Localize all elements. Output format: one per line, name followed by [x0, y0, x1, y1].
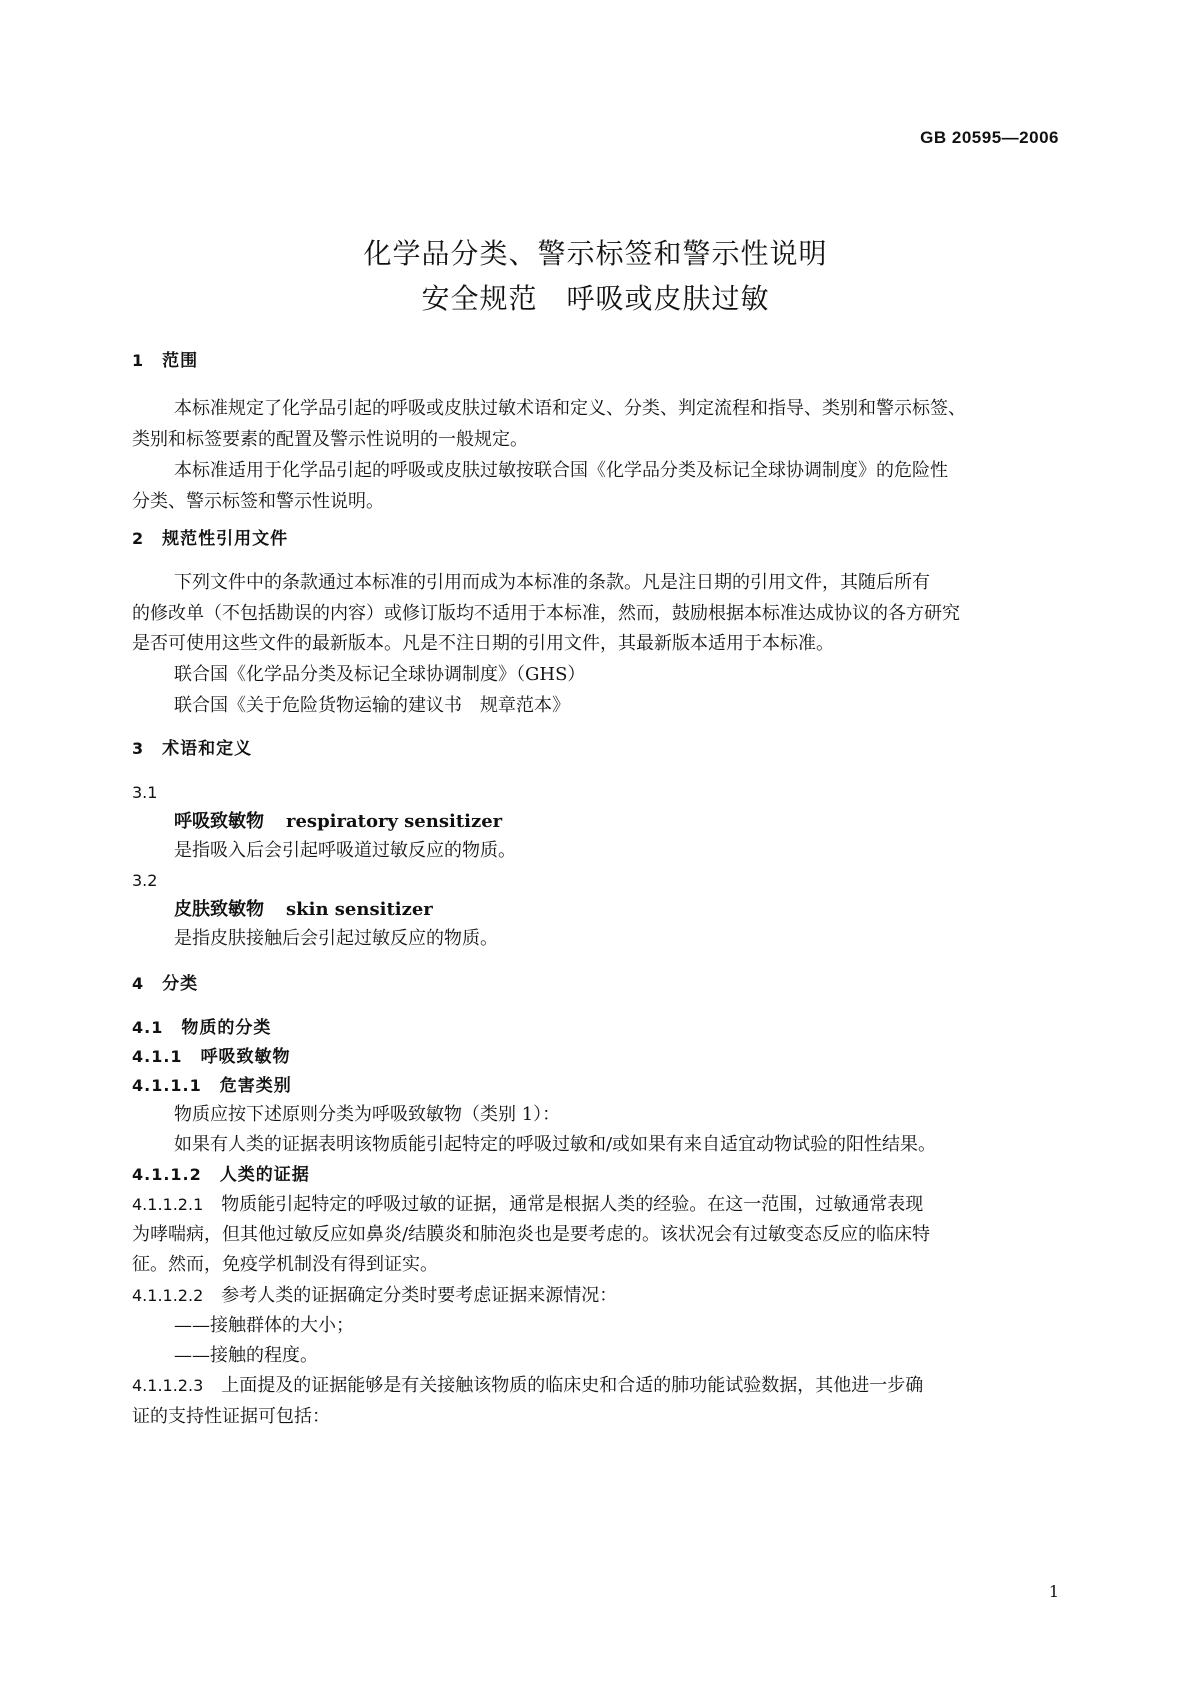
doc-title-line-2: 安全规范 呼吸或皮肤过敏 — [421, 282, 770, 315]
s4111-paragraph-1: 物质应按下述原则分类为呼吸致敏物（类别 1）： — [174, 1104, 561, 1125]
clause-number: 4.1.1.2.1 — [132, 1195, 204, 1214]
section-title: 术语和定义 — [162, 739, 253, 759]
subsection-title: 危害类别 — [219, 1076, 292, 1096]
clause-4-1-1-2-1-line-2: 为哮喘病，但其他过敏反应如鼻炎/结膜炎和肺泡炎也是要考虑的。该状况会有过敏变态反应的临床特 — [132, 1224, 931, 1245]
subsection-4-1-1 — [132, 1041, 1062, 1073]
page-number: 1 — [1048, 1582, 1059, 1601]
clause-4-1-1-2-1-line-1 — [132, 1189, 1062, 1221]
s2-paragraph-line-2: 的修改单（不包括勘误的内容）或修订版均不适用于本标准，然而，鼓励根据本标准达成协议的各方研究 — [132, 603, 960, 624]
clause-4-1-1-2-1-line-3: 征。然而，免疫学机制没有得到证实。 — [132, 1254, 438, 1275]
list-item: ——接触群体的大小； — [174, 1315, 354, 1336]
s1-paragraph-2-line-1: 本标准适用于化学品引起的呼吸或皮肤过敏按联合国《化学品分类及标记全球协调制度》的危险性 — [174, 460, 948, 481]
subsection-number: 4.1.1 — [132, 1047, 183, 1066]
standard-code: GB 20595—2006 — [920, 128, 1059, 147]
term-chinese: 皮肤致敏物 — [174, 899, 264, 920]
term-3-1-number: 3.1 — [132, 783, 158, 802]
term-chinese: 呼吸致敏物 — [174, 811, 264, 832]
clause-text: 物质能引起特定的呼吸过敏的证据，通常是根据人类的经验。在这一范围，过敏通常表现 — [221, 1194, 924, 1215]
subsection-4-1-1-1 — [132, 1070, 1062, 1102]
clause-number: 4.1.1.2.3 — [132, 1376, 204, 1395]
section-title: 范围 — [162, 351, 199, 371]
subsection-number: 4.1 — [132, 1018, 164, 1037]
clause-4-1-1-2-3-line-1 — [132, 1370, 1062, 1402]
clause-number: 4.1.1.2.2 — [132, 1286, 204, 1305]
term-english: skin sensitizer — [286, 899, 433, 920]
clause-4-1-1-2-3-line-2: 证的支持性证据可包括： — [132, 1406, 330, 1427]
s2-paragraph-line-3: 是否可使用这些文件的最新版本。凡是不注日期的引用文件，其最新版本适用于本标准。 — [132, 633, 834, 654]
s1-paragraph-2-line-2: 分类、警示标签和警示性说明。 — [132, 491, 384, 512]
s2-paragraph-line-1: 下列文件中的条款通过本标准的引用而成为本标准的条款。凡是注日期的引用文件，其随后所有 — [174, 572, 930, 593]
term-3-2-definition: 是指皮肤接触后会引起过敏反应的物质。 — [174, 928, 498, 949]
section-number: 4 — [132, 974, 145, 993]
clause-4-1-1-2-2 — [132, 1280, 1062, 1312]
list-item: ——接触的程度。 — [174, 1345, 318, 1366]
subsection-number: 4.1.1.2 — [132, 1165, 202, 1184]
section-4-heading — [132, 968, 1062, 1000]
subsection-4-1 — [132, 1012, 1062, 1044]
subsection-number: 4.1.1.1 — [132, 1076, 202, 1095]
doc-title-line-1: 化学品分类、警示标签和警示性说明 — [363, 237, 828, 270]
subsection-title: 呼吸致敏物 — [200, 1047, 291, 1067]
normative-reference-1: 联合国《化学品分类及标记全球协调制度》（GHS） — [174, 664, 586, 685]
section-2-heading — [132, 523, 1062, 555]
subsection-title: 人类的证据 — [219, 1165, 310, 1185]
term-3-1 — [174, 806, 1104, 838]
s1-paragraph-1-line-1: 本标准规定了化学品引起的呼吸或皮肤过敏术语和定义、分类、判定流程和指导、类别和警示标签、 — [174, 398, 966, 419]
term-3-2 — [174, 894, 1104, 926]
normative-reference-2: 联合国《关于危险货物运输的建议书 规章范本》 — [174, 695, 570, 716]
term-3-1-definition: 是指吸入后会引起呼吸道过敏反应的物质。 — [174, 840, 516, 861]
clause-text: 上面提及的证据能够是有关接触该物质的临床史和合适的肺功能试验数据，其他进一步确 — [221, 1375, 924, 1396]
section-1-heading — [132, 345, 1062, 377]
section-number: 3 — [132, 739, 145, 758]
term-english: respiratory sensitizer — [286, 811, 503, 832]
subsection-4-1-1-2 — [132, 1159, 1062, 1191]
s1-paragraph-1-line-2: 类别和标签要素的配置及警示性说明的一般规定。 — [132, 429, 528, 450]
section-3-heading — [132, 733, 1062, 765]
clause-text: 参考人类的证据确定分类时要考虑证据来源情况： — [221, 1285, 618, 1306]
section-title: 分类 — [162, 974, 199, 994]
section-number: 2 — [132, 529, 145, 548]
s4111-paragraph-2: 如果有人类的证据表明该物质能引起特定的呼吸过敏和/或如果有来自适宜动物试验的阳性结果。 — [174, 1134, 937, 1155]
term-3-2-number: 3.2 — [132, 871, 158, 890]
subsection-title: 物质的分类 — [181, 1018, 272, 1038]
section-number: 1 — [132, 351, 145, 370]
section-title: 规范性引用文件 — [162, 529, 289, 549]
